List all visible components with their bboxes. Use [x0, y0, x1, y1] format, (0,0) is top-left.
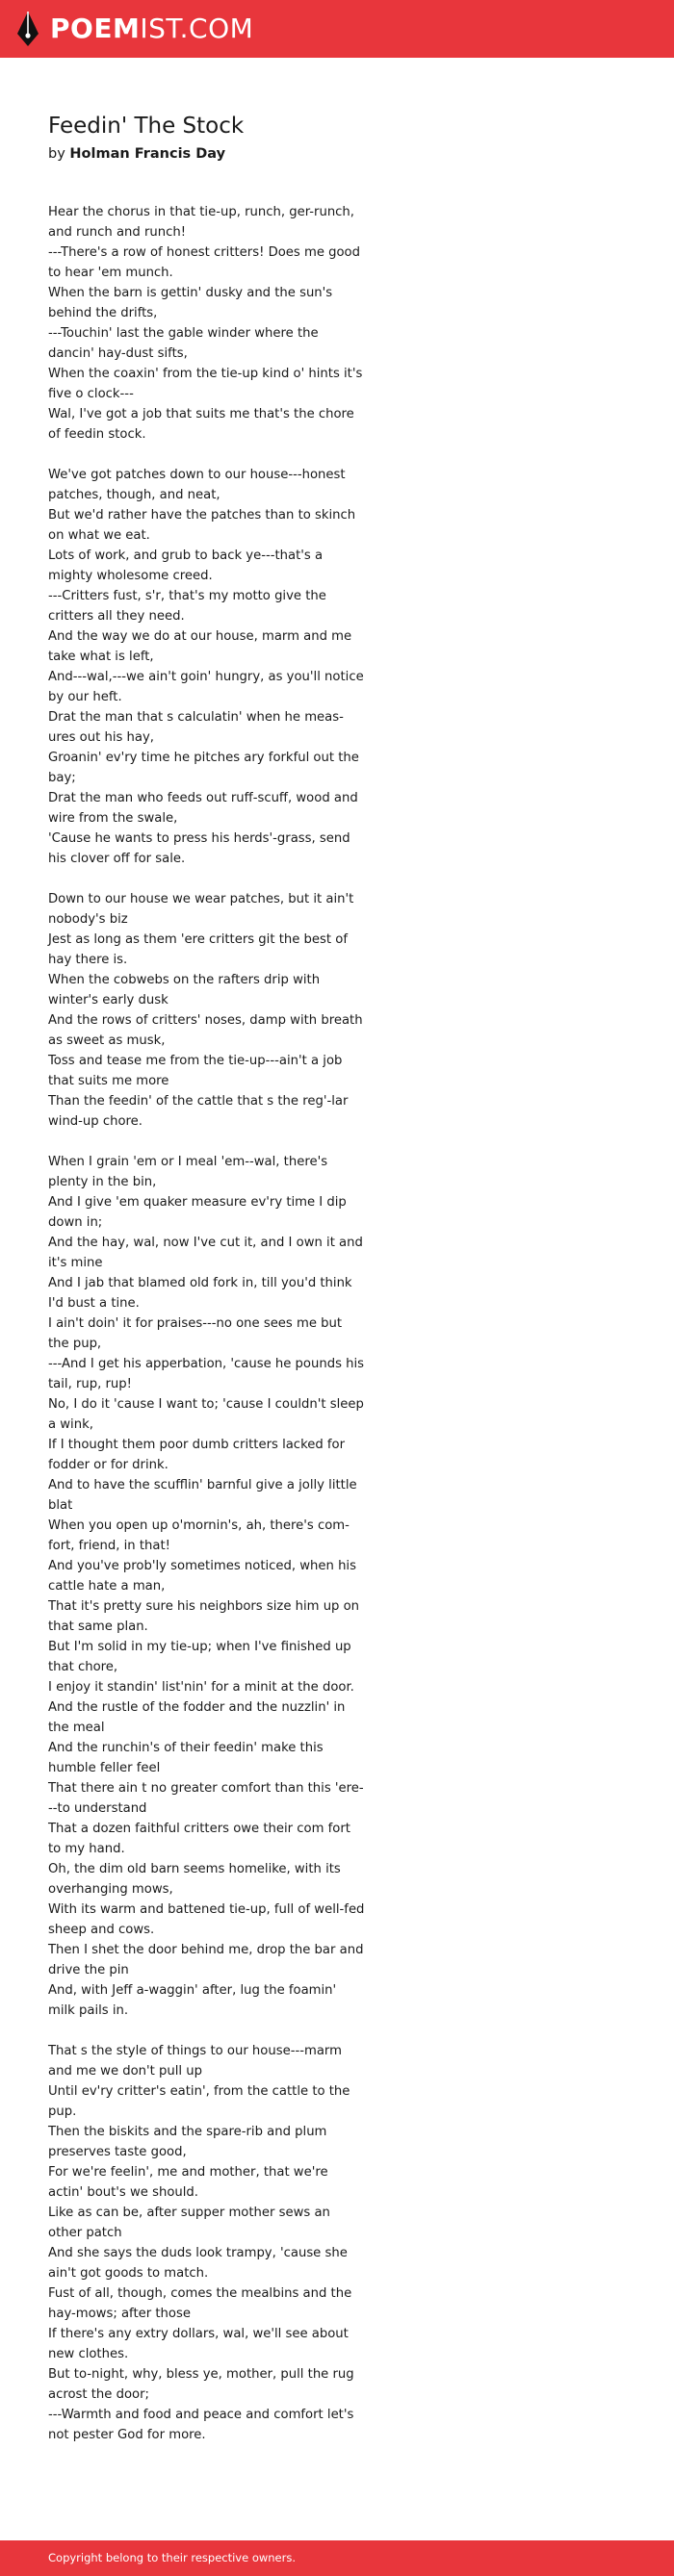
- by-label: by: [48, 146, 65, 162]
- poem-line: But we'd rather have the patches than to skinch on what we eat.: [48, 508, 356, 543]
- poem-line: And, with Jeff a-waggin' after, lug the foamin' milk pails in.: [48, 1983, 337, 2018]
- poem-line: If I thought them poor dumb critters lacked for fodder or for drink.: [48, 1438, 346, 1472]
- poem-line: ---There's a row of honest critters! Does me good to hear 'em munch.: [48, 245, 360, 280]
- poem-line: Groanin' ev'ry time he pitches ary forkful out the bay;: [48, 751, 359, 785]
- poem-line: With its warm and battened tie-up, full of well-fed sheep and cows.: [48, 1902, 365, 1937]
- poem-content: [48, 92, 366, 2465]
- poem-body: [48, 202, 366, 2445]
- logo-bold-text: POEM: [50, 13, 141, 44]
- poem-line: Toss and tease me from the tie-up---ain't a job that suits me more: [48, 1054, 343, 1088]
- poem-line: And I jab that blamed old fork in, till you'd think I'd bust a tine.: [48, 1276, 352, 1311]
- poem-line: That a dozen faithful critters owe their com fort to my hand.: [48, 1822, 350, 1856]
- poem-line: When the barn is gettin' dusky and the sun's behind the drifts,: [48, 286, 333, 320]
- logo-wordmark: [50, 0, 253, 58]
- poem-line: That there ain t no greater comfort than this 'ere---to understand: [48, 1781, 364, 1816]
- footer-bar: [0, 2540, 674, 2576]
- poem-line: When the coaxin' from the tie-up kind o' hints it's five o clock---: [48, 367, 363, 401]
- poem-line: That s the style of things to our house---marm and me we don't pull up: [48, 2044, 342, 2079]
- poem-stanza: [48, 1152, 366, 2021]
- poem-stanza: [48, 889, 366, 1132]
- poem-line: Down to our house we wear patches, but it ain't nobody's biz: [48, 892, 354, 927]
- poem-line: Drat the man who feeds out ruff-scuff, wood and wire from the swale,: [48, 791, 358, 826]
- poem-line: No, I do it 'cause I want to; 'cause I couldn't sleep a wink,: [48, 1397, 364, 1432]
- author-link[interactable]: Holman Francis Day: [69, 146, 226, 162]
- poem-line: And the rows of critters' noses, damp with breath as sweet as musk,: [48, 1013, 363, 1048]
- poem-line: And the hay, wal, now I've cut it, and I own it and it's mine: [48, 1236, 363, 1270]
- copyright-text: Copyright belong to their respective owners.: [48, 2551, 297, 2564]
- poem-line: Drat the man that s calculatin' when he meas-ures out his hay,: [48, 710, 344, 745]
- poem-byline: [48, 144, 366, 164]
- poem-line: But to-night, why, bless ye, mother, pull the rug acrost the door;: [48, 2367, 354, 2402]
- poem-line: But I'm solid in my tie-up; when I've finished up that chore,: [48, 1640, 351, 1674]
- poem-line: Then the biskits and the spare-rib and plum preserves taste good,: [48, 2125, 327, 2159]
- poem-line: ---Warmth and food and peace and comfort let's not pester God for more.: [48, 2408, 354, 2442]
- top-header-bar: [0, 0, 674, 58]
- poem-line: Like as can be, after supper mother sews an other patch: [48, 2206, 330, 2240]
- poem-line: And I give 'em quaker measure ev'ry time I dip down in;: [48, 1195, 347, 1230]
- site-logo[interactable]: [15, 0, 253, 58]
- poem-line: Oh, the dim old barn seems homelike, with its overhanging mows,: [48, 1862, 341, 1897]
- poem-stanza: [48, 202, 366, 445]
- poem-line: Hear the chorus in that tie-up, runch, ger-runch, and runch and runch!: [48, 205, 354, 240]
- poem-line: If there's any extry dollars, wal, we'll see about new clothes.: [48, 2327, 349, 2361]
- poem-line: Fust of all, though, comes the mealbins and the hay-mows; after those: [48, 2286, 352, 2321]
- poem-line: Wal, I've got a job that suits me that's the chore of feedin stock.: [48, 407, 354, 442]
- poem-line: And the way we do at our house, marm and me take what is left,: [48, 629, 352, 664]
- poem-line: I ain't doin' it for praises---no one sees me but the pup,: [48, 1316, 343, 1351]
- poem-line: And the rustle of the fodder and the nuzzlin' in the meal: [48, 1700, 346, 1735]
- logo-light-text: IST.COM: [140, 13, 254, 44]
- poem-line: That it's pretty sure his neighbors size him up on that same plan.: [48, 1599, 360, 1634]
- poem-line: And to have the scufflin' barnful give a jolly little blat: [48, 1478, 357, 1513]
- poem-stanza: [48, 465, 366, 869]
- poem-line: ---Critters fust, s'r, that's my motto give the critters all they need.: [48, 589, 326, 624]
- poem-line: I enjoy it standin' list'nin' for a minit at the door.: [48, 1680, 354, 1695]
- poem-line: When I grain 'em or I meal 'em--wal, there's plenty in the bin,: [48, 1155, 328, 1189]
- poem-line: 'Cause he wants to press his herds'-grass, send his clover off for sale.: [48, 831, 350, 866]
- poem-line: Jest as long as them 'ere critters git the best of hay there is.: [48, 932, 348, 967]
- poem-line: ---Touchin' last the gable winder where the dancin' hay-dust sifts,: [48, 326, 319, 361]
- poem-title: Feedin' The Stock: [48, 114, 245, 139]
- poem-line: ---And I get his apperbation, 'cause he pounds his tail, rup, rup!: [48, 1357, 365, 1391]
- poem-line: When you open up o'mornin's, ah, there's com-fort, friend, in that!: [48, 1518, 350, 1553]
- poem-line: For we're feelin', me and mother, that we're actin' bout's we should.: [48, 2165, 328, 2200]
- poem-line: And---wal,---we ain't goin' hungry, as you'll notice by our heft.: [48, 670, 364, 704]
- poem-line: And you've prob'ly sometimes noticed, when his cattle hate a man,: [48, 1559, 356, 1594]
- poem-line: Then I shet the door behind me, drop the bar and drive the pin: [48, 1943, 364, 1977]
- pen-nib-icon: [15, 11, 40, 47]
- poem-line: And she says the duds look trampy, 'cause she ain't got goods to match.: [48, 2246, 348, 2281]
- poem-line: Than the feedin' of the cattle that s the reg'-lar wind-up chore.: [48, 1094, 349, 1129]
- poem-line: We've got patches down to our house---honest patches, though, and neat,: [48, 468, 346, 502]
- poem-line: Until ev'ry critter's eatin', from the cattle to the pup.: [48, 2084, 350, 2119]
- poem-line: When the cobwebs on the rafters drip with winter's early dusk: [48, 973, 321, 1007]
- poem-line: Lots of work, and grub to back ye---that's a mighty wholesome creed.: [48, 548, 324, 583]
- poem-line: And the runchin's of their feedin' make this humble feller feel: [48, 1741, 324, 1775]
- poem-stanza: [48, 2041, 366, 2445]
